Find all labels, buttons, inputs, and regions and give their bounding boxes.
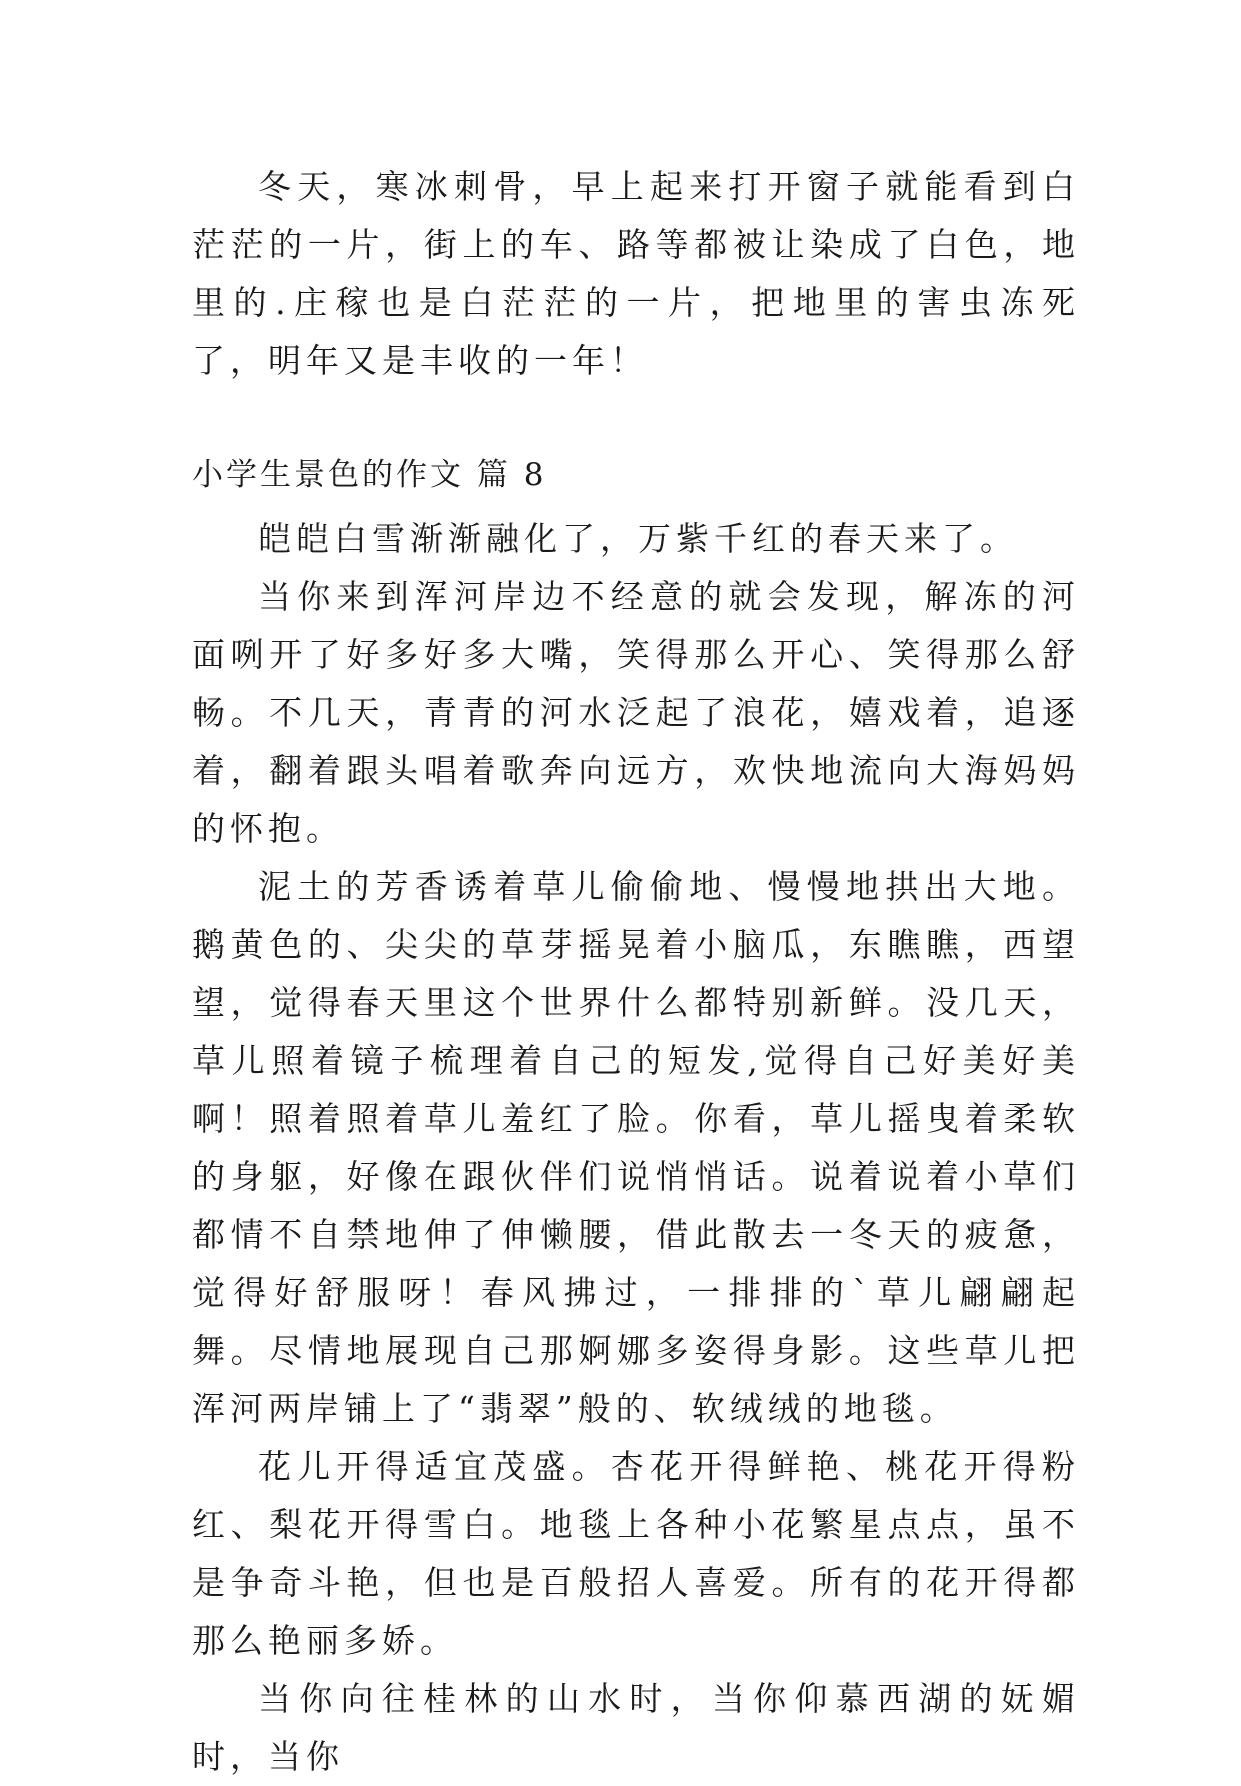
section-title: 小学生景色的作文 篇 8 (192, 457, 547, 493)
document-page (192, 158, 1080, 1786)
paragraph-2: 当你来到浑河岸边不经意的就会发现，解冻的河面咧开了好多好多大嘴，笑得那么开心、笑得那么舒畅。不几天，青青的河水泛起了浪花，嬉戏着，追逐着，翻着跟头唱着歌奔向远方，欢快地流向大海妈妈的怀抱。 (192, 577, 1080, 848)
intro-paragraph: 冬天，寒冰刺骨，早上起来打开窗子就能看到白茫茫的一片，街上的车、路等都被让染成了白色，地里的.庄稼也是白茫茫的一片，把地里的害虫冻死了，明年又是丰收的一年！ (192, 167, 1080, 380)
paragraph-5: 当你向往桂林的山水时，当你仰慕西湖的妩媚时，当你 (192, 1679, 1080, 1776)
paragraph-1: 皑皑白雪渐渐融化了，万紫千红的春天来了。 (258, 519, 1018, 558)
paragraph-4: 花儿开得适宜茂盛。杏花开得鲜艳、桃花开得粉红、梨花开得雪白。地毯上各种小花繁星点点，虽不是争奇斗艳，但也是百般招人喜爱。所有的花开得都那么艳丽多娇。 (192, 1447, 1080, 1660)
paragraph-3: 泥土的芳香诱着草儿偷偷地、慢慢地拱出大地。鹅黄色的、尖尖的草芽摇晃着小脑瓜，东瞧瞧，西望望，觉得春天里这个世界什么都特别新鲜。没几天，草儿照着镜子梳理着自己的短发,觉得自己好美好美啊！照着照着草儿羞红了脸。你看，草儿摇曳着柔软的身躯，好像在跟伙伴们说悄悄话。说着说着小草们都情不自禁地伸了伸懒腰，借此散去一冬天的疲惫，觉得好舒服呀！春风拂过，一排排的`草儿翩翩起舞。尽情地展现自己那婀娜多姿得身影。这些草儿把浑河两岸铺上了“翡翠”般的、软绒绒的地毯。 (192, 867, 1080, 1428)
